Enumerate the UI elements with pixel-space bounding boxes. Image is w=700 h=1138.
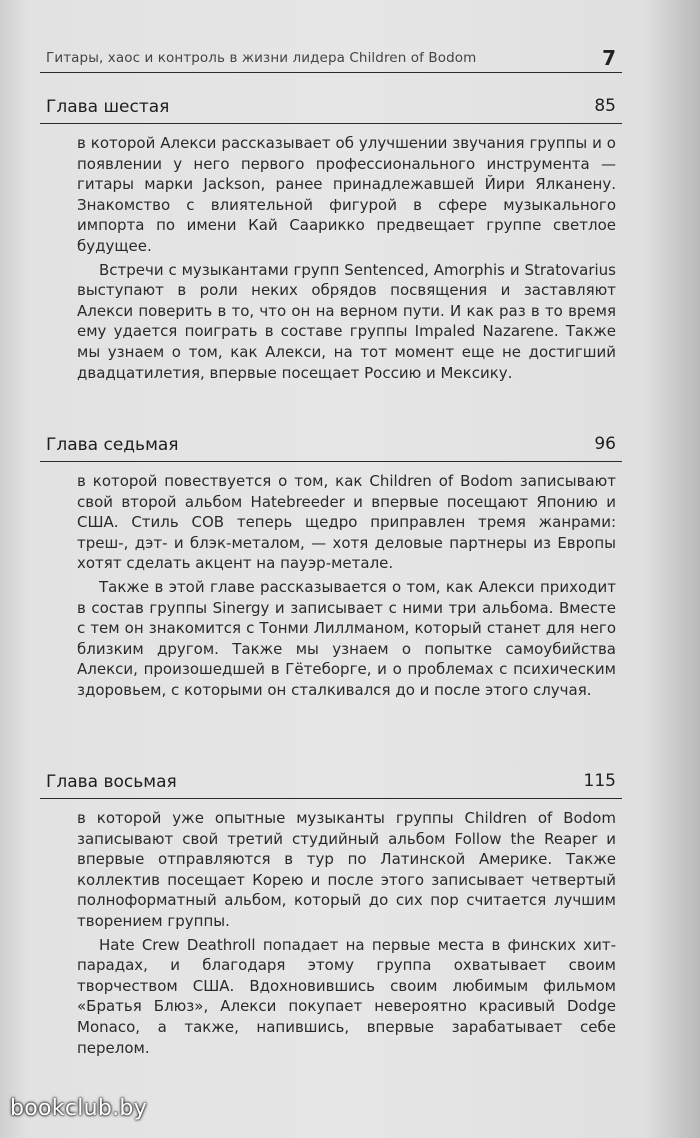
chapter-summary [40, 808, 622, 1058]
chapter-title: Глава седьмая [46, 435, 179, 455]
summary-paragraph: Hate Crew Deathroll попадает на первые места в финских хит-парадах, и благодаря этому группа охватывает своим творчеством США. Вдохновившись своим любимым фильмом «Братья Блюз», Алекси покупает невероятно красивый Dodge Monaco, а также, напившись, впервые зарабатывает себе перелом. [77, 935, 616, 1057]
chapter-summary [40, 133, 622, 383]
chapter-heading [40, 95, 622, 124]
chapter-summary [40, 471, 622, 701]
chapter-title: Глава восьмая [46, 772, 177, 792]
chapter-page-number: 115 [583, 771, 616, 791]
chapter-page-number: 85 [594, 96, 616, 116]
page-number: 7 [602, 46, 616, 70]
chapter-heading [40, 433, 622, 462]
chapter-entry [40, 770, 622, 1058]
chapter-heading [40, 770, 622, 799]
site-watermark: bookclub.by [10, 1096, 148, 1121]
summary-paragraph: в которой Алекси рассказывает об улучшении звучания группы и о появлении у него первого профессионального инструмента — гитары марки Jackson, ранее принадлежавшей Йири Ялканену. Знакомство с влиятельной фигурой в сфере музыкального импорта по имени Кай Саарикко предвещает группе светлое будущее. [77, 134, 616, 255]
summary-paragraph: Также в этой главе рассказывается о том, как Алекси приходит в состав группы Sinergy и записывает с ними три альбома. Вместе с тем он знакомится с Тонми Лиллманом, который станет для него близким другом. Также мы узнаем о попытке самоубийства Алекси, произошедшей в Гётеборге, и о проблемах с психическим здоровьем, с которыми он сталкивался до и после этого случая. [77, 577, 616, 699]
chapter-entry [40, 95, 622, 383]
summary-paragraph: в которой повествуется о том, как Children of Bodom записывают свой второй альбом Hatebreeder и впервые посещают Японию и США. Стиль COB теперь щедро приправлен тремя жанрами: треш-, дэт- и блэк-металом, — хотя деловые партнеры из Европы хотят сделать акцент на пауэр-метале. [77, 472, 616, 573]
chapter-title: Глава шестая [46, 97, 170, 117]
summary-paragraph: в которой уже опытные музыканты группы Children of Bodom записывают свой третий студийный альбом Follow the Reaper и впервые отправляются в тур по Латинской Америке. Также коллектив посещает Корею и после этого записывает четвертый полноформатный альбом, который до сих пор считается лучшим творением группы. [77, 809, 616, 930]
running-header [40, 46, 622, 73]
summary-paragraph: Встречи с музыкантами групп Sentenced, Amorphis и Stratovarius выступают в роли неких обрядов посвящения и заставляют Алекси поверить в то, что он на верном пути. И как раз в то время ему удается поиграть в составе группы Impaled Nazarene. Также мы узнаем о том, как Алекси, на тот момент еще не достигший двадцатилетия, впервые посещает Россию и Мексику. [77, 260, 616, 382]
chapter-entry [40, 433, 622, 701]
running-header-title: Гитары, хаос и контроль в жизни лидера Children of Bodom [46, 50, 477, 66]
chapter-page-number: 96 [594, 434, 616, 454]
